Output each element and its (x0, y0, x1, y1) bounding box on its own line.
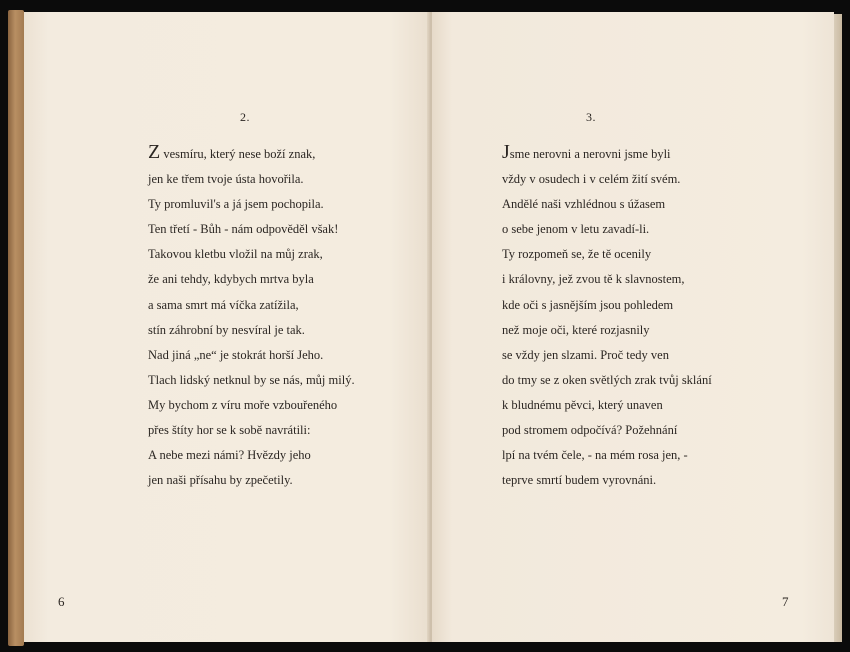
poem-line: pod stromem odpočívá? Požehnání (502, 423, 678, 438)
poem-line: přes štíty hor se k sobě navrátili: (148, 423, 311, 438)
poem-line: A nebe mezi námi? Hvězdy jeho (148, 448, 311, 463)
poem-line: a sama smrt má víčka zatížila, (148, 297, 299, 312)
poem-line: Nad jiná „ne“ je stokrát horší Jeho. (148, 347, 324, 362)
poem-line (148, 142, 355, 167)
poem-line-text: vesmíru, který nese boží znak, (160, 147, 316, 161)
poem-line: vždy v osudech i v celém žití svém. (502, 172, 681, 187)
poem-text (502, 142, 712, 493)
book-cover-edge (8, 10, 24, 646)
left-page (24, 12, 430, 642)
poem-line: než moje oči, které rozjasnily (502, 322, 650, 337)
poem-line: Ty rozpomeň se, že tě ocenily (502, 247, 652, 262)
drop-cap: J (502, 141, 510, 163)
poem-line (502, 142, 712, 167)
poem-line: k bludnému pěvci, který unaven (502, 397, 663, 412)
poem-line: kde oči s jasnějším jsou pohledem (502, 297, 674, 312)
poem-line: jen naši přísahu by zpečetily. (148, 473, 293, 488)
page-number: 6 (58, 594, 65, 609)
right-page (432, 12, 834, 642)
page-block-edge (834, 14, 842, 642)
poem-line: Ty promluvil's a já jsem pochopila. (148, 197, 324, 212)
poem-number: 3. (586, 110, 596, 124)
poem-line: lpí na tvém čele, - na mém rosa jen, - (502, 448, 688, 463)
poem-line: Andělé naši vzhlédnou s úžasem (502, 197, 666, 212)
poem-number: 2. (240, 110, 250, 124)
poem-text (148, 142, 355, 493)
poem-line: My bychom z víru moře vzbouřeného (148, 397, 338, 412)
poem-line: se vždy jen slzami. Proč tedy ven (502, 347, 669, 362)
poem-line: do tmy se z oken světlých zrak tvůj sklání (502, 372, 712, 387)
poem-line: Takovou kletbu vložil na můj zrak, (148, 247, 323, 262)
page-number: 7 (782, 594, 789, 609)
poem-line: Ten třetí - Bůh - nám odpověděl však! (148, 222, 339, 237)
poem-line: i královny, jež zvou tě k slavnostem, (502, 272, 685, 287)
poem-line: teprve smrtí budem vyrovnáni. (502, 473, 657, 488)
poem-line: o sebe jenom v letu zavadí-li. (502, 222, 650, 237)
poem-line-text: sme nerovni a nerovni jsme byli (509, 147, 671, 161)
drop-cap: Z (148, 141, 161, 163)
poem-line: stín záhrobní by nesvíral je tak. (148, 322, 305, 337)
poem-line: že ani tehdy, kdybych mrtva byla (148, 272, 314, 287)
poem-line: Tlach lidský netknul by se nás, můj milý. (148, 372, 355, 387)
poem-line: jen ke třem tvoje ústa hovořila. (148, 172, 304, 187)
